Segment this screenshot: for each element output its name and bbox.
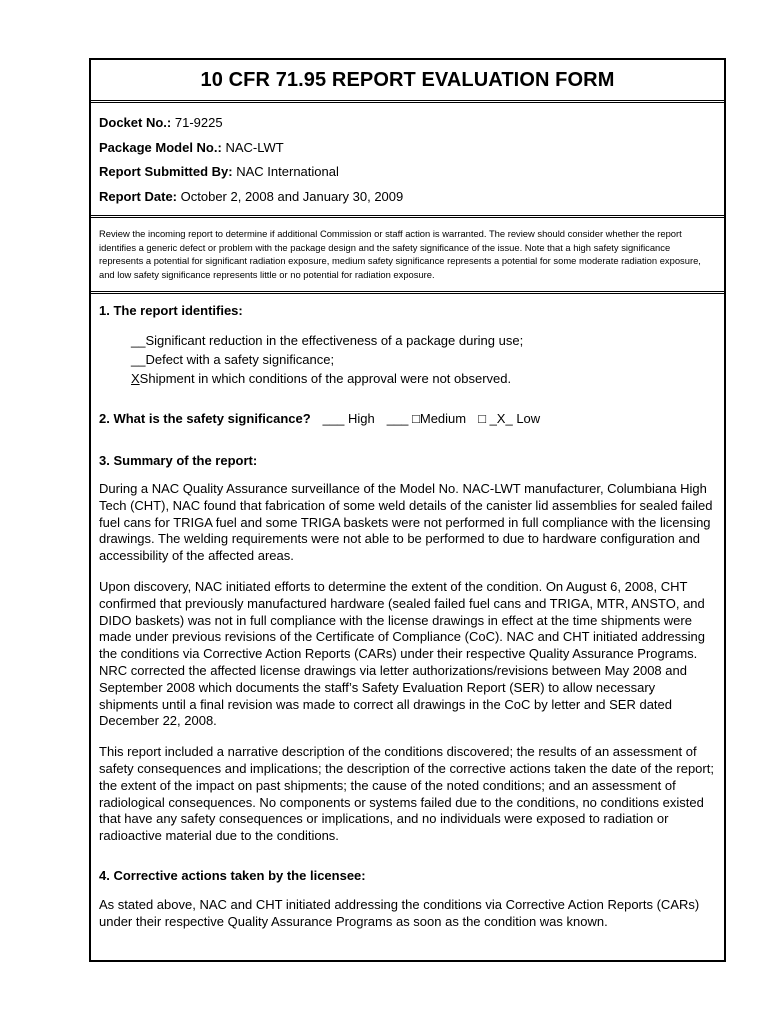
question-1-heading: 1. The report identifies: — [99, 303, 243, 318]
question-4-heading: 4. Corrective actions taken by the licensee: — [99, 867, 366, 883]
package-label: Package Model No.: — [99, 139, 222, 155]
question-1-options — [99, 331, 716, 388]
submitted-label: Report Submitted By: — [99, 164, 233, 179]
package-value: NAC-LWT — [225, 139, 284, 155]
evaluation-form — [89, 58, 726, 962]
option-text: Significant reduction in the effectiveness of a package during use; — [145, 333, 524, 348]
date-label: Report Date: — [99, 188, 178, 204]
corrective-actions-paragraph: As stated above, NAC and CHT initiated addressing the conditions via Corrective Action Reports (CARs) under their respective Quality Assurance Programs as soon as the condition was known. — [99, 896, 700, 929]
question-2-heading: 2. What is the safety significance? — [99, 411, 311, 426]
date-row — [99, 185, 716, 210]
report-info-section — [91, 103, 724, 218]
question-3-heading: 3. Summary of the report: — [99, 453, 258, 468]
summary-paragraph-3: This report included a narrative description of the conditions discovered; the results of an assessment of safety consequences and implications; the description of the corrective actions taken the date of the report; the extent of the impact on past shipments; the cause of the noted conditions; and an assessment of radiological consequences. No components or systems failed due to the conditions, no conditions existed that have any safety consequences or implications, and no individuals were exposed to radiation or radioactive material due to the conditions. — [99, 744, 714, 844]
package-row — [99, 136, 716, 161]
option-text: Shipment in which conditions of the approval were not observed. — [139, 371, 512, 386]
option-defect[interactable] — [131, 350, 716, 369]
docket-label: Docket No.: — [99, 115, 172, 130]
submitted-row — [99, 160, 716, 185]
form-body — [91, 303, 724, 931]
significance-high[interactable]: ___ High — [322, 411, 375, 426]
summary-paragraph-1: During a NAC Quality Assurance surveillance of the Model No. NAC-LWT manufacturer, Columbiana High Tech (CHT), NAC found that fabrication of some weld details of the canister lid assemblies for sealed failed fuel cans for TRIGA fuel and some TRIGA baskets were not performed in full compliance with the licensing drawings. The welding requirements were not able to be performed to due to hardware configuration and accessibility of the affected areas. — [99, 481, 713, 564]
docket-row — [99, 111, 716, 136]
question-2 — [99, 411, 716, 426]
docket-value: 71-9225 — [174, 115, 223, 130]
option-shipment-conditions[interactable] — [131, 369, 716, 388]
option-text: Defect with a safety significance; — [145, 352, 335, 367]
submitted-value: NAC International — [236, 164, 339, 179]
review-instructions: Review the incoming report to determine if additional Commission or staff action is warranted. The review should consider whether the report identifies a generic defect or problem with the package design and the safety significance of the issue. Note that a high safety significance represents a potential for significant radiation exposure, medium safety significance represents a potential for some moderate radiation exposure, and low safety significance represents little or no potential for radiation exposure. — [91, 218, 724, 294]
summary-paragraph-2: Upon discovery, NAC initiated efforts to determine the extent of the condition. On August 6, 2008, CHT confirmed that previously manufactured hardware (sealed failed fuel cans and TRIGA, MTR, ANSTO, and DIDO baskets) was not in full compliance with the license drawings in effect at the time shipments were made under previous revisions of the Certificate of Compliance (CoC). NAC and CHT initiated addressing the conditions via Corrective Action Reports (CARs) under their respective Quality Assurance Programs. NRC corrected the affected license drawings via letter authorizations/revisions between May 2008 and September 2008 which documents the staff’s Safety Evaluation Report (SER) to allow necessary shipments until a final revision was made to correct all drawings in the CoC by letter and SER dated December 22, 2008. — [99, 578, 705, 729]
title-box — [91, 60, 724, 103]
option-significant-reduction[interactable] — [131, 331, 716, 350]
option-mark: __ — [131, 352, 146, 367]
significance-medium[interactable]: ___ □Medium — [386, 411, 467, 426]
form-title: 10 CFR 71.95 REPORT EVALUATION FORM — [200, 68, 615, 91]
significance-low[interactable]: □ _X_ Low — [478, 411, 541, 426]
date-value: October 2, 2008 and January 30, 2009 — [180, 188, 404, 204]
option-mark: X — [131, 371, 140, 386]
option-mark: __ — [131, 333, 146, 348]
